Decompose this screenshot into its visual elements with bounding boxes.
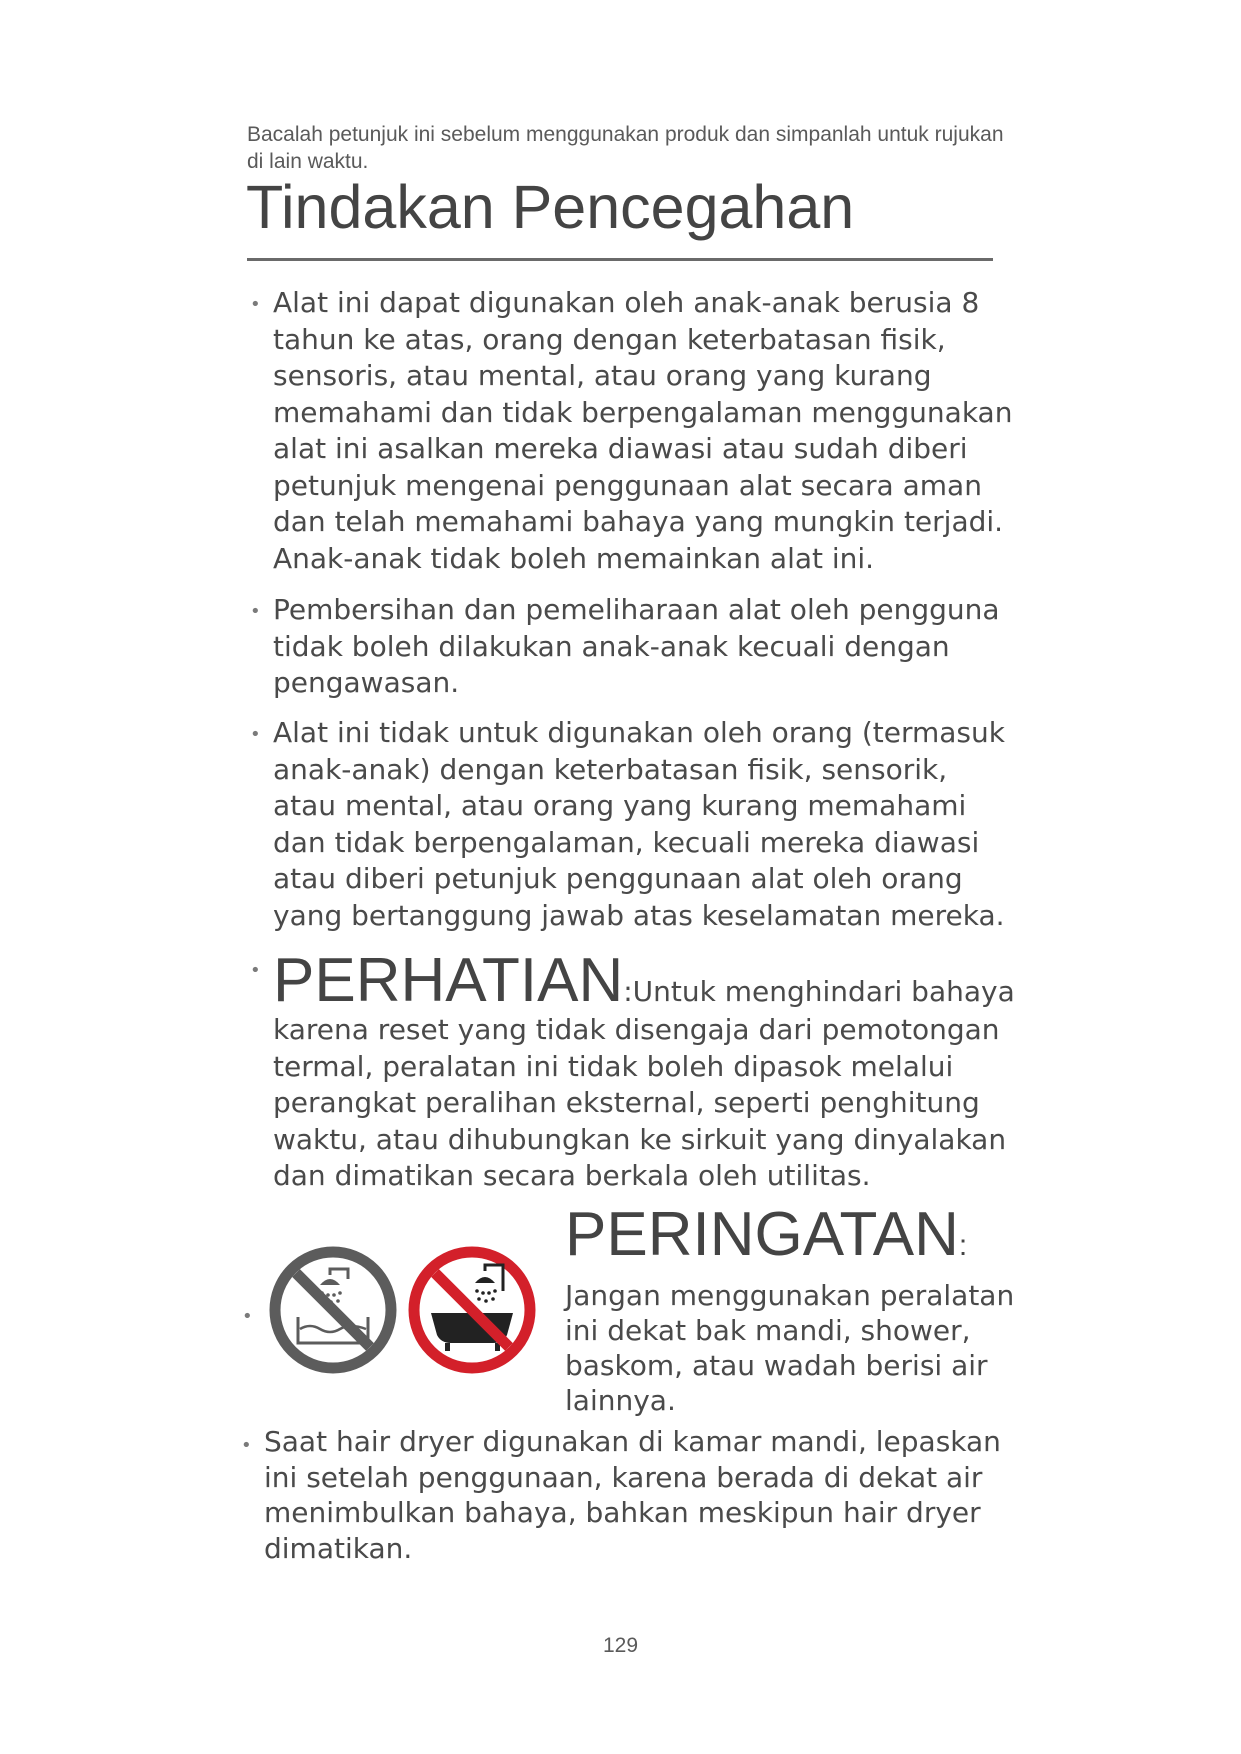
caution-text: :Untuk menghindari bahaya karena reset yang tidak disengaja dari pemotongan termal, peralatan ini tidak boleh dipasok melalui perangkat peralihan eksternal, seperti penghitung waktu, atau dihubungkan ke sirkuit yang dinyalakan dan dimatikan secara berkala oleh utilitas. bbox=[273, 975, 1015, 1192]
bullet-item-2: Pembersihan dan pemeliharaan alat oleh pengguna tidak boleh dilakukan anak-anak kecuali dengan pengawasan. bbox=[273, 593, 1000, 699]
no-bathtub-grey-icon bbox=[268, 1245, 398, 1375]
bullet-item-1: Alat ini dapat digunakan oleh anak-anak berusia 8 tahun ke atas, orang dengan keterbatasan fisik, sensoris, atau mental, atau orang yang kurang memahami dan tidak berpengalaman menggunakan alat ini asalkan mereka diawasi atau sudah diberi petunjuk mengenai penggunaan alat secara aman dan telah memahami bahaya yang mungkin terjadi. Anak-anak tidak boleh memainkan alat ini. bbox=[273, 286, 1013, 575]
no-bathtub-red-icon bbox=[407, 1245, 537, 1375]
warning-block bbox=[565, 1200, 1015, 1418]
warning-colon: : bbox=[958, 1229, 968, 1262]
bullet-dot: • bbox=[250, 724, 261, 745]
bullet-dot: • bbox=[250, 601, 261, 622]
page-title: Tindakan Pencegahan bbox=[246, 173, 855, 241]
bullet-dot: • bbox=[241, 1435, 252, 1456]
intro-text: Bacalah petunjuk ini sebelum menggunakan produk dan simpanlah untuk rujukan di lain waktu. bbox=[247, 123, 1004, 173]
warning-text: Jangan menggunakan peralatan ini dekat bak mandi, shower, baskom, atau wadah berisi air lainnya. bbox=[565, 1279, 1015, 1417]
caution-label: PERHATIAN bbox=[273, 946, 624, 1015]
warning-heading bbox=[565, 1200, 1015, 1278]
bullet-dot: • bbox=[250, 294, 261, 315]
bullet-item-3: Alat ini tidak untuk digunakan oleh orang (termasuk anak-anak) dengan keterbatasan fisik, sensorik, atau mental, atau orang yang kurang memahami dan tidak berpengalaman, kecuali mereka diawasi atau diberi petunjuk penggunaan alat oleh orang yang bertanggung jawab atas keselamatan mereka. bbox=[273, 716, 1005, 932]
warning-label: PERINGATAN bbox=[565, 1200, 959, 1269]
bullet-dot: • bbox=[250, 960, 261, 981]
caution-item bbox=[273, 946, 1033, 1195]
bullet-item-hair-dryer: Saat hair dryer digunakan di kamar mandi, lepaskan ini setelah penggunaan, karena berada di dekat air menimbulkan bahaya, bahkan meskipun hair dryer dimatikan. bbox=[264, 1425, 1001, 1565]
title-divider bbox=[247, 258, 993, 261]
page-number: 129 bbox=[602, 1634, 639, 1657]
bullet-dot: • bbox=[242, 1306, 253, 1327]
